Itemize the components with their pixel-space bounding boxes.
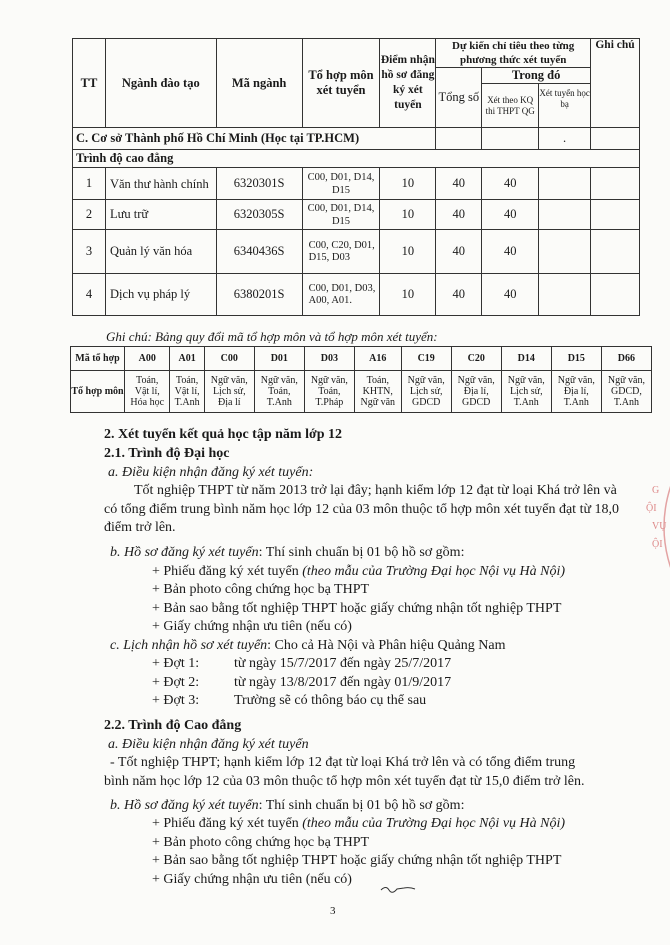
admission-quota-table [72, 38, 640, 316]
row-tt: 2 [73, 200, 106, 230]
dossier-item-2: + Bản photo công chứng học bạ THPT [152, 582, 370, 597]
row-name: Dịch vụ pháp lý [105, 274, 216, 316]
red-stamp-fragment: G ỘI VỤ ỘI [642, 462, 670, 592]
combo-subject: Toán, [175, 375, 199, 386]
combo-subject: T.Anh [266, 397, 292, 408]
condition2-line-2: bình năm học lớp 12 của 03 môn thuộc tổ hợp môn xét tuyển đạt từ 15,0 điểm trở lên. [104, 774, 585, 789]
section-2-2-heading: 2.2. Trình độ Cao đẳng [104, 718, 242, 733]
header-diem: Điểm nhận hồ sơ đăng ký xét tuyển [380, 39, 436, 128]
section-2-1-heading: 2.1. Trình độ Đại học [104, 446, 230, 461]
table-note: Ghi chú: Bảng quy đổi mã tổ hợp môn và tổ hợp môn xét tuyển: [106, 329, 438, 344]
schedule-heading [110, 638, 506, 654]
combo-code: C20 [451, 347, 501, 371]
combo-subjects [304, 371, 354, 413]
dossier2-item-note: (theo mẫu của Trường Đại học Nội vụ Hà Nội) [302, 816, 566, 831]
row-thpt: 40 [482, 230, 539, 274]
row-tong: 40 [436, 168, 482, 200]
row-diem: 10 [380, 274, 436, 316]
dossier-item-note: (theo mẫu của Trường Đại học Nội vụ Hà Nội) [302, 564, 566, 579]
combo-subject: Toán, [366, 375, 389, 386]
dossier-item-3: + Bản sao bằng tốt nghiệp THPT hoặc giấy chứng nhận tốt nghiệp THPT [152, 601, 562, 616]
combo-subject: GDCD [462, 397, 491, 408]
round-1-label: + Đợt 1: [152, 656, 200, 671]
row-diem: 10 [380, 168, 436, 200]
dossier2-item-1 [152, 816, 565, 832]
combo-subject: Toán, [136, 375, 159, 386]
row-code: 6380201S [216, 274, 302, 316]
header-trong-do: Trong đó [482, 68, 591, 84]
row-thpt: 40 [482, 200, 539, 230]
page-number: 3 [330, 905, 336, 917]
combo-subject: Địa lí, [463, 386, 489, 397]
row-thpt: 40 [482, 274, 539, 316]
row-name: Lưu trữ [105, 200, 216, 230]
row-tt: 1 [73, 168, 106, 200]
condition-line-3: điểm trở lên. [104, 520, 176, 535]
section-hcm: C. Cơ sở Thành phố Hồ Chí Minh (Học tại TP.HCM) [73, 128, 436, 150]
combo-subject: T.Anh [174, 397, 200, 408]
combo-code: D66 [601, 347, 651, 371]
combo-subject: Ngữ văn, [210, 375, 248, 386]
header-nganh: Ngành đào tạo [105, 39, 216, 128]
row-code: 6320301S [216, 168, 302, 200]
row-tong: 40 [436, 230, 482, 274]
combo-code: A16 [354, 347, 401, 371]
dossier-item-1 [152, 564, 565, 580]
combo-subjects [204, 371, 254, 413]
table-row [73, 230, 640, 274]
header-ma-nganh: Mã ngành [216, 39, 302, 128]
header-xet-hoc-ba: Xét tuyển học bạ [539, 84, 591, 128]
row-combo: C00, C20, D01, D15, D03 [302, 230, 380, 274]
header-xet-thpt: Xét theo KQ thi THPT QG [482, 84, 539, 128]
combo-subject: Địa lí, [563, 386, 589, 397]
row-diem: 10 [380, 200, 436, 230]
header-du-kien: Dự kiến chỉ tiêu theo từng phương thức xét tuyển [436, 39, 591, 68]
section-dot: . [539, 128, 591, 150]
combo-subject: GDCD [412, 397, 441, 408]
combo-code: C19 [401, 347, 451, 371]
combo-subject: GDCD, [611, 386, 642, 397]
combo-subjects [451, 371, 501, 413]
header-to-hop: Tổ hợp môn xét tuyển [302, 39, 380, 128]
header-tt: TT [73, 39, 106, 128]
dossier-item-text: + Phiếu đăng ký xét tuyển [152, 564, 303, 579]
combo-subjects [354, 371, 401, 413]
condition-line-1: Tốt nghiệp THPT từ năm 2013 trở lại đây; hạnh kiểm lớp 12 đạt từ loại Khá trở lên và [134, 483, 617, 498]
condition2-line-1: - Tốt nghiệp THPT; hạnh kiểm lớp 12 đạt từ loại Khá trở lên và có tổng điểm trung [110, 755, 576, 770]
condition-label: a. Điều kiện nhận đăng ký xét tuyển: [108, 465, 314, 480]
level-cao-dang: Trình độ cao đẳng [73, 150, 640, 168]
row-tt: 4 [73, 274, 106, 316]
row-thpt: 40 [482, 168, 539, 200]
combo-subject: Ngữ văn, [607, 375, 645, 386]
combo-subjects [401, 371, 451, 413]
table-row [73, 168, 640, 200]
dossier2-label: b. Hồ sơ đăng ký xét tuyển [110, 798, 259, 813]
subject-combo-table [70, 346, 652, 413]
dossier-text: : Thí sinh chuẩn bị 01 bộ hồ sơ gồm: [258, 545, 465, 560]
combo-subject: Ngữ văn, [457, 375, 495, 386]
dossier-item-4: + Giấy chứng nhận ưu tiên (nếu có) [152, 619, 352, 634]
combo-subject: Lịch sử, [509, 386, 543, 397]
round-3-label: + Đợt 3: [152, 693, 200, 708]
table-row [73, 274, 640, 316]
combo-subject: Vật lí, [134, 386, 160, 397]
combo-subject: Vật lí, [174, 386, 200, 397]
dossier2-item-3: + Bản sao bằng tốt nghiệp THPT hoặc giấy chứng nhận tốt nghiệp THPT [152, 853, 562, 868]
header-tong-so: Tổng số [436, 68, 482, 128]
combo-code-header: Mã tổ hợp [71, 347, 125, 371]
dossier2-text: : Thí sinh chuẩn bị 01 bộ hồ sơ gồm: [258, 798, 465, 813]
row-tong: 40 [436, 274, 482, 316]
combo-subject: Toán, [268, 386, 291, 397]
combo-subject: Lịch sử, [212, 386, 246, 397]
combo-subjects [125, 371, 170, 413]
condition2-label: a. Điều kiện nhận đăng ký xét tuyển [108, 737, 309, 752]
row-tong: 40 [436, 200, 482, 230]
combo-subjects [601, 371, 651, 413]
signature-initials [380, 884, 416, 893]
combo-code: D03 [304, 347, 354, 371]
combo-subject: Toán, [318, 386, 341, 397]
row-combo: C00, D01, D14, D15 [302, 168, 380, 200]
combo-code: C00 [204, 347, 254, 371]
combo-subject: Ngữ văn, [407, 375, 445, 386]
combo-subjects [551, 371, 601, 413]
row-name: Quản lý văn hóa [105, 230, 216, 274]
row-combo: C00, D01, D03, A00, A01. [302, 274, 380, 316]
round-1-dates: từ ngày 15/7/2017 đến ngày 25/7/2017 [234, 656, 452, 671]
row-tt: 3 [73, 230, 106, 274]
round-3-text: Trường sẽ có thông báo cụ thể sau [234, 693, 427, 708]
row-code: 6320305S [216, 200, 302, 230]
schedule-label: c. Lịch nhận hồ sơ xét tuyển [110, 638, 268, 653]
combo-subject: Ngữ văn, [557, 375, 595, 386]
combo-subject-header: Tổ hợp môn [71, 371, 125, 413]
combo-subject: Địa lí [218, 397, 241, 408]
round-2-label: + Đợt 2: [152, 675, 200, 690]
combo-subject: Ngữ văn [360, 397, 396, 408]
dossier2-item-4: + Giấy chứng nhận ưu tiên (nếu có) [152, 872, 352, 887]
combo-code: D14 [501, 347, 551, 371]
row-combo: C00, D01, D14, D15 [302, 200, 380, 230]
combo-code: A00 [125, 347, 170, 371]
dossier2-item-2: + Bản photo công chứng học bạ THPT [152, 835, 370, 850]
schedule-text: : Cho cả Hà Nội và Phân hiệu Quảng Nam [267, 638, 506, 653]
combo-subject: Lịch sử, [409, 386, 443, 397]
combo-subjects [254, 371, 304, 413]
combo-subject: T.Anh [513, 397, 539, 408]
combo-subject: Ngữ văn, [310, 375, 348, 386]
combo-subject: T.Pháp [315, 397, 344, 408]
row-diem: 10 [380, 230, 436, 274]
combo-code: D15 [551, 347, 601, 371]
combo-code: A01 [170, 347, 204, 371]
dossier-label: b. Hồ sơ đăng ký xét tuyển [110, 545, 259, 560]
dossier-heading [110, 545, 464, 561]
dossier2-item-text: + Phiếu đăng ký xét tuyển [152, 816, 303, 831]
combo-subject: Ngữ văn, [507, 375, 545, 386]
combo-code: D01 [254, 347, 304, 371]
header-ghi-chu: Ghi chú [591, 39, 640, 128]
combo-subject: KHTN, [362, 386, 393, 397]
combo-subject: Hóa học [130, 397, 165, 408]
combo-subject: T.Anh [563, 397, 589, 408]
row-name: Văn thư hành chính [105, 168, 216, 200]
row-code: 6340436S [216, 230, 302, 274]
dossier2-heading [110, 798, 464, 814]
combo-subjects [501, 371, 551, 413]
round-2-dates: từ ngày 13/8/2017 đến ngày 01/9/2017 [234, 675, 452, 690]
combo-subject: T.Anh [613, 397, 639, 408]
combo-subject: Ngữ văn, [260, 375, 298, 386]
table-row [73, 200, 640, 230]
condition-line-2: có tổng điểm trung bình năm học lớp 12 của 03 môn thuộc tổ hợp môn xét tuyển đạt từ 18,0 [104, 502, 620, 517]
combo-subjects [170, 371, 204, 413]
section-2-heading: 2. Xét tuyển kết quả học tập năm lớp 12 [104, 427, 342, 442]
